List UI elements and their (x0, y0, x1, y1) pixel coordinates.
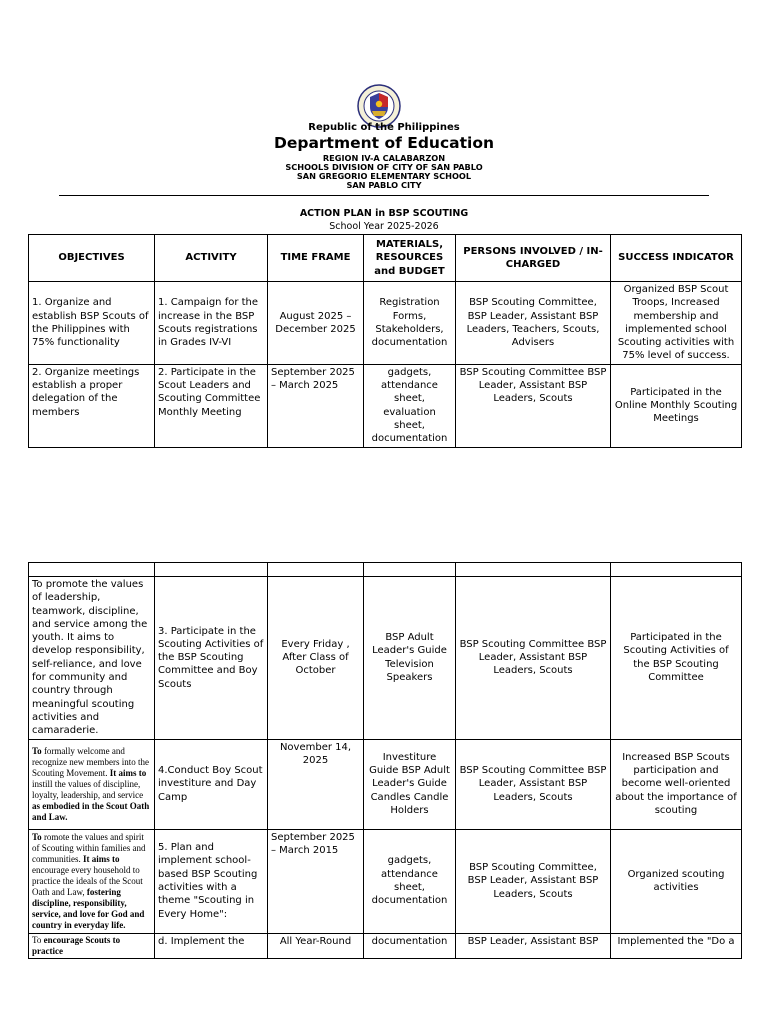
empty-cell (611, 563, 742, 577)
time-frame-cell: November 14, 2025 (268, 739, 364, 829)
objective-cell (29, 829, 155, 933)
objective-text: To (32, 934, 42, 945)
action-plan-table-1 (28, 234, 742, 448)
time-frame-cell: All Year-Round (268, 933, 364, 958)
time-frame-cell: September 2025 – March 2025 (268, 364, 364, 447)
department-heading: Department of Education (273, 134, 495, 152)
header-objectives: OBJECTIVES (29, 235, 155, 282)
header-persons: PERSONS INVOLVED / IN-CHARGED (456, 235, 611, 282)
persons-cell: BSP Leader, Assistant BSP (456, 933, 611, 958)
table-row (29, 739, 742, 829)
objective-cell: 1. Organize and establish BSP Scouts of the Philippines with 75% functionality (29, 282, 155, 365)
objective-text: To (32, 745, 42, 756)
plan-title: ACTION PLAN in BSP SCOUTING (299, 208, 469, 219)
school-line: SAN GREGORIO ELEMENTARY SCHOOL (296, 171, 472, 181)
materials-cell: Investiture Guide BSP Adult Leader's Guide Candles Candle Holders (364, 739, 456, 829)
region-line: REGION IV-A CALABARZON (322, 153, 446, 163)
objective-text: as embodied in the Scout Oath and Law. (32, 800, 150, 822)
activity-cell: 2. Participate in the Scout Leaders and Scouting Committee Monthly Meeting (155, 364, 268, 447)
header-materials: MATERIALS, RESOURCES and BUDGET (364, 235, 456, 282)
time-frame-cell: September 2025 – March 2015 (268, 829, 364, 933)
indicator-cell: Organized scouting activities (611, 829, 742, 933)
division-line: SCHOOLS DIVISION OF CITY OF SAN PABLO (285, 162, 483, 172)
time-frame-cell: August 2025 – December 2025 (268, 282, 364, 365)
objective-text: To (32, 831, 42, 842)
header-divider (59, 195, 709, 196)
objective-text: It aims to (83, 853, 120, 864)
materials-cell: gadgets, attendance sheet, documentation (364, 829, 456, 933)
header-activity: ACTIVITY (155, 235, 268, 282)
objective-cell: 2. Organize meetings establish a proper delegation of the members (29, 364, 155, 447)
activity-cell: d. Implement the (155, 933, 268, 958)
objective-cell: To promote the values of leadership, teamwork, discipline, and service among the youth. It aims to develop responsibility, self-reliance, and love for community and country through meaningful scouting activities and camaraderie. (29, 577, 155, 740)
activity-cell: 4.Conduct Boy Scout investiture and Day Camp (155, 739, 268, 829)
indicator-cell: Organized BSP Scout Troops, Increased membership and implemented school Scouting activities with 75% level of success. (611, 282, 742, 365)
indicator-cell: Participated in the Scouting Activities of the BSP Scouting Committee (611, 577, 742, 740)
table-row (29, 577, 742, 740)
materials-cell: documentation (364, 933, 456, 958)
header-indicator: SUCCESS INDICATOR (611, 235, 742, 282)
empty-row (29, 563, 742, 577)
header-time-frame: TIME FRAME (268, 235, 364, 282)
materials-cell: gadgets, attendance sheet, evaluation sheet, documentation (364, 364, 456, 447)
empty-cell (155, 563, 268, 577)
objective-text: romote the values and spirit of Scouting within families and communities. (32, 831, 146, 864)
activity-cell: 1. Campaign for the increase in the BSP Scouts registrations in Grades IV-VI (155, 282, 268, 365)
indicator-cell: Participated in the Online Monthly Scouting Meetings (611, 364, 742, 447)
objective-text: encourage every household to practice the ideals of the Scout Oath and Law, (32, 864, 143, 897)
objective-text: encourage Scouts to practice (32, 934, 121, 956)
objective-text: instill the values of discipline, loyalty, leadership, and service (32, 778, 144, 800)
materials-cell: Registration Forms, Stakeholders, documentation (364, 282, 456, 365)
objective-text: formally welcome and recognize new members into the Scouting Movement. (32, 745, 149, 778)
objective-text: It aims to (109, 767, 147, 778)
empty-cell (456, 563, 611, 577)
table-row (29, 364, 742, 447)
persons-cell: BSP Scouting Committee BSP Leader, Assistant BSP Leaders, Scouts (456, 739, 611, 829)
persons-cell: BSP Scouting Committee BSP Leader, Assistant BSP Leaders, Scouts (456, 577, 611, 740)
indicator-cell: Increased BSP Scouts participation and become well-oriented about the importance of scouting (611, 739, 742, 829)
table-row (29, 933, 742, 958)
persons-cell: BSP Scouting Committee BSP Leader, Assistant BSP Leaders, Scouts (456, 364, 611, 447)
objective-text: fostering discipline, responsibility, service, and love for God and country in everyday life. (32, 886, 145, 930)
table-header-row (29, 235, 742, 282)
city-line: SAN PABLO CITY (346, 180, 422, 190)
activity-cell: 5. Plan and implement school-based BSP Scouting activities with a theme "Scouting in Every Home": (155, 829, 268, 933)
time-frame-cell: Every Friday , After Class of October (268, 577, 364, 740)
persons-cell: BSP Scouting Committee, BSP Leader, Assistant BSP Leaders, Teachers, Scouts, Advisers (456, 282, 611, 365)
empty-cell (29, 563, 155, 577)
school-year: School Year 2025-2026 (329, 221, 439, 232)
indicator-cell: Implemented the "Do a (611, 933, 742, 958)
empty-cell (268, 563, 364, 577)
persons-cell: BSP Scouting Committee, BSP Leader, Assistant BSP Leaders, Scouts (456, 829, 611, 933)
republic-heading: Republic of the Philippines (308, 122, 460, 133)
objective-cell (29, 739, 155, 829)
table-row (29, 282, 742, 365)
table-row (29, 829, 742, 933)
empty-cell (364, 563, 456, 577)
objective-cell (29, 933, 155, 958)
activity-cell: 3. Participate in the Scouting Activities of the BSP Scouting Committee and Boy Scouts (155, 577, 268, 740)
action-plan-table-2 (28, 562, 742, 959)
materials-cell: BSP Adult Leader's Guide Television Speakers (364, 577, 456, 740)
